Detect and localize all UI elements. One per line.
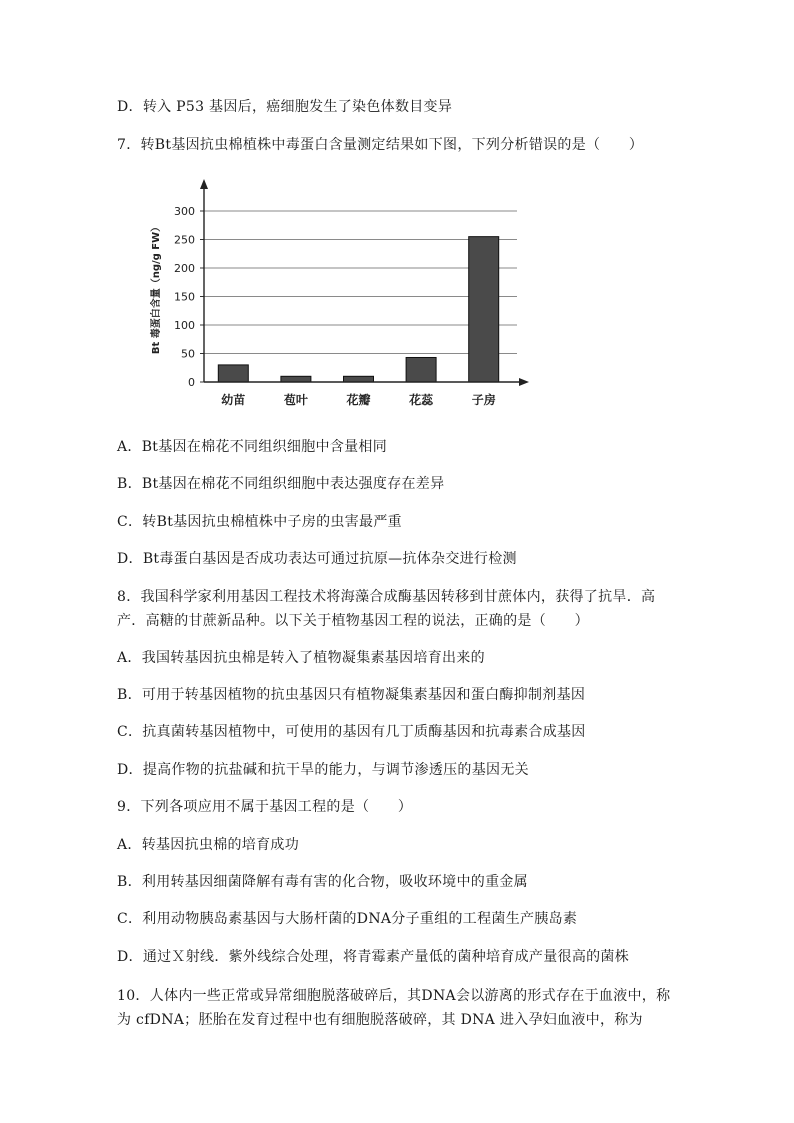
chart-svg	[117, 172, 562, 417]
y-tick-label: 250	[174, 233, 195, 247]
y-tick-label: 300	[174, 205, 195, 218]
bt-toxin-bar-chart	[117, 172, 562, 417]
y-tick-label: 0	[188, 376, 195, 389]
q9-stem: 9．下列各项应用不属于基因工程的是（ ）	[117, 799, 413, 815]
bar-1	[218, 365, 248, 382]
x-tick-label: 花蕊	[409, 393, 434, 407]
q7-option-b: B．Bt基因在棉花不同组织细胞中表达强度存在差异	[117, 476, 445, 492]
x-axis-arrow	[519, 378, 529, 386]
y-tick-label: 50	[181, 347, 195, 361]
x-tick-label: 苞叶	[283, 393, 308, 407]
x-tick-label: 子房	[471, 393, 496, 407]
q8-stem-line-1: 8．我国科学家利用基因工程技术将海藻合成酶基因转移到甘蔗体内，获得了抗旱．高	[117, 589, 656, 605]
y-tick-label: 200	[174, 262, 195, 275]
q9-option-d: D．通过Ｘ射线．紫外线综合处理，将青霉素产量低的菌种培育成产量很高的菌株	[117, 949, 630, 965]
q8-option-b: B．可用于转基因植物的抗虫基因只有植物凝集素基因和蛋白酶抑制剂基因	[117, 687, 586, 703]
q10-stem-line-1: 10．人体内一些正常或异常细胞脱落破碎后，其DNA会以游离的形式存在于血液中，称	[117, 988, 671, 1004]
bar-4	[406, 357, 436, 382]
q9-option-a: A．转基因抗虫棉的培育成功	[117, 837, 300, 853]
y-axis-label: Bt 毒蛋白含量（ng/g FW）	[151, 221, 162, 355]
y-tick-label: 150	[174, 290, 195, 304]
q8-option-a: A．我国转基因抗虫棉是转入了植物凝集素基因培育出来的	[117, 650, 485, 666]
y-axis-arrow	[200, 179, 208, 189]
q9-option-b: B．利用转基因细菌降解有毒有害的化合物，吸收环境中的重金属	[117, 874, 528, 890]
q8-option-d: D．提高作物的抗盐碱和抗干旱的能力，与调节渗透压的基因无关	[117, 762, 529, 778]
q8-option-c: C．抗真菌转基因植物中，可使用的基因有几丁质酶基因和抗毒素合成基因	[117, 724, 586, 740]
q7-option-a: A．Bt基因在棉花不同组织细胞中含量相同	[117, 439, 388, 455]
y-tick-label: 100	[174, 319, 195, 332]
q7-option-d: D．Bt毒蛋白基因是否成功表达可通过抗原—抗体杂交进行检测	[117, 551, 517, 567]
q7-option-c: C．转Bt基因抗虫棉植株中子房的虫害最严重	[117, 514, 402, 530]
question-6d-line: D．转入 P53 基因后，癌细胞发生了染色体数目变异	[117, 99, 453, 115]
q10-stem-line-2: 为 cfDNA；胚胎在发育过程中也有细胞脱落破碎，其 DNA 进入孕妇血液中，称为	[117, 1012, 643, 1028]
x-tick-label: 花瓣	[346, 393, 371, 407]
bar-3	[344, 376, 374, 382]
q9-option-c: C．利用动物胰岛素基因与大肠杆菌的DNA分子重组的工程菌生产胰岛素	[117, 911, 578, 927]
bar-5	[469, 237, 499, 382]
question-7-stem: 7．转Bt基因抗虫棉植株中毒蛋白含量测定结果如下图，下列分析错误的是（ ）	[117, 137, 644, 153]
x-tick-label: 幼苗	[221, 393, 246, 407]
bar-2	[281, 376, 311, 382]
q8-stem-line-2: 产．高糖的甘蔗新品种。以下关于植物基因工程的说法，正确的是（ ）	[117, 613, 589, 629]
